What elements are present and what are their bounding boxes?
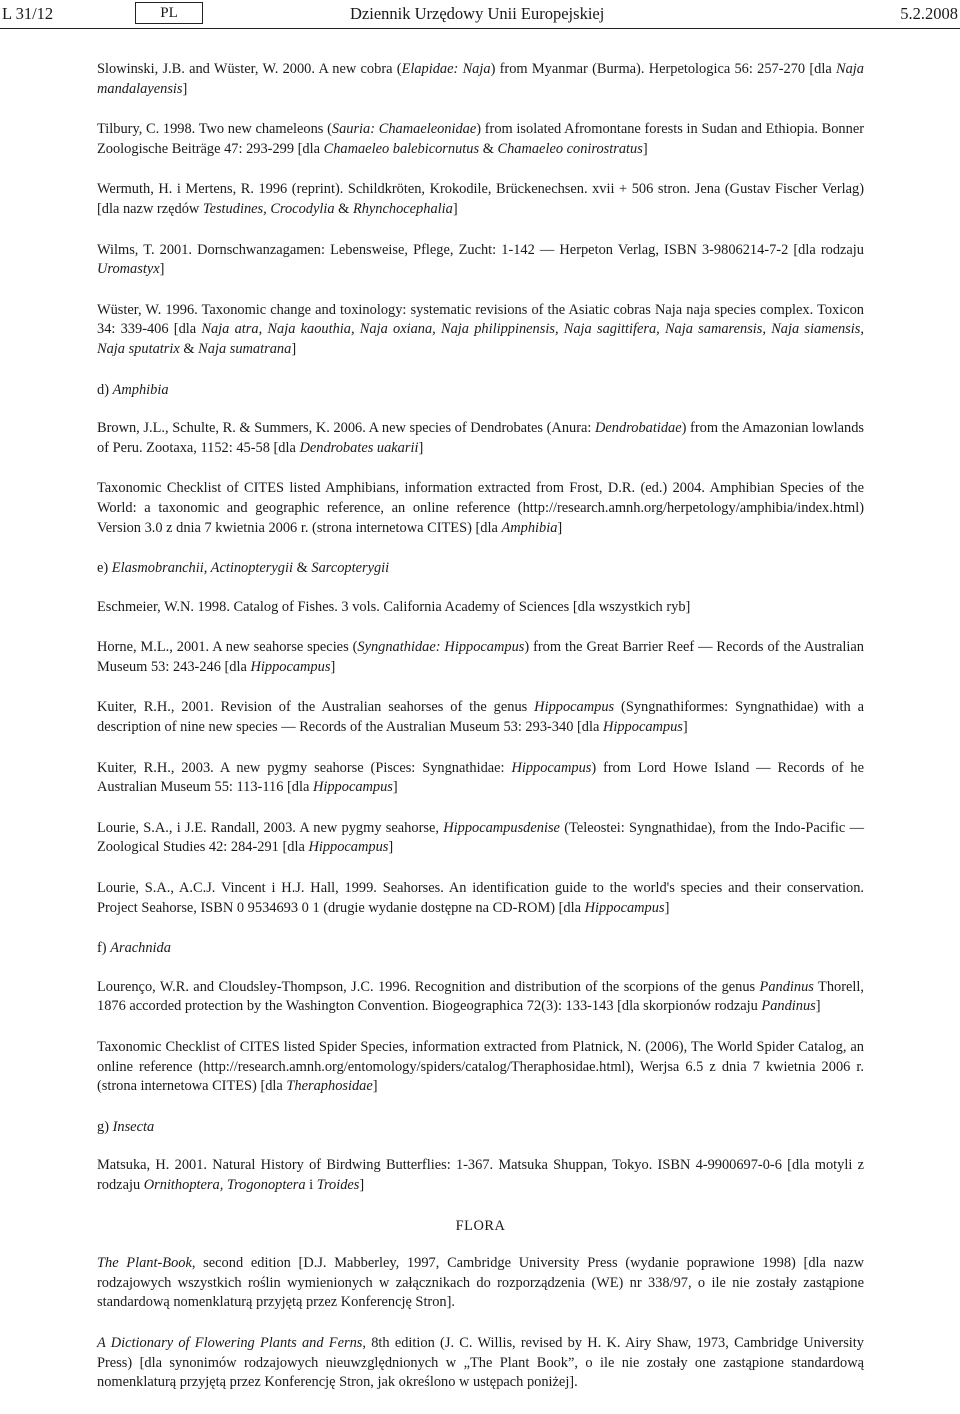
section-heading-amphibia: d) Amphibia: [97, 381, 169, 398]
reference-cites-amphibians: Taxonomic Checklist of CITES listed Amphibians, information extracted from Frost, D.R. (ed.) 2004. Amphibian Species of the World: a taxonomic and geographic reference, an online reference (http://research.amnh.org/herpetology/amphibia/index.html) Version 3.0 z dnia 7 kwietnia 2006 r. (strona internetowa CITES) [dla Amphibia]: [97, 480, 864, 536]
flora-heading: FLORA: [455, 1217, 506, 1234]
header-rule: [0, 28, 960, 29]
reference-eschmeier: Eschmeier, W.N. 1998. Catalog of Fishes. 3 vols. California Academy of Sciences [dla wszystkich ryb]: [97, 598, 691, 615]
reference-lourie-1999: Lourie, S.A., A.C.J. Vincent i H.J. Hall, 1999. Seahorses. An identification guide to the world's species and their conservation. Project Seahorse, ISBN 0 9534693 0 1 (drugie wydanie dostępne na CD-ROM) [dla Hippocampus]: [97, 880, 864, 916]
journal-title: Dziennik Urzędowy Unii Europejskiej: [350, 4, 605, 23]
reference-wermuth: Wermuth, H. i Mertens, R. 1996 (reprint). Schildkröten, Krokodile, Brückenechsen. xvii + 506 stron. Jena (Gustav Fischer Verlag) [dla nazw rzędów Testudines, Crocodylia & Rhynchocephalia]: [97, 181, 864, 217]
reference-brown: Brown, J.L., Schulte, R. & Summers, K. 2006. A new species of Dendrobates (Anura: Dendrobatidae) from the Amazonian lowlands of Peru. Zootaxa, 1152: 45-58 [dla Dendrobates uakarii]: [97, 420, 864, 456]
reference-tilbury: Tilbury, C. 1998. Two new chameleons (Sauria: Chamaeleonidae) from isolated Afromontane forests in Sudan and Ethiopia. Bonner Zoologische Beiträge 47: 293-299 [dla Chamaeleo balebicornutus & Chamaeleo conirostratus]: [97, 121, 864, 157]
section-heading-fishes: e) Elasmobranchii, Actinopterygii & Sarcopterygii: [97, 560, 390, 577]
page-reference: L 31/12: [2, 4, 54, 23]
reference-matsuka: Matsuka, H. 2001. Natural History of Birdwing Butterflies: 1-367. Matsuka Shuppan, Tokyo. ISBN 4-9900697-0-6 [dla motyli z rodzaju Ornithoptera, Trogonoptera i Troides]: [97, 1157, 864, 1193]
section-heading-insecta: g) Insecta: [97, 1118, 155, 1135]
reference-cites-spiders: Taxonomic Checklist of CITES listed Spider Species, information extracted from Platnick, N. (2006), The World Spider Catalog, an online reference (http://research.amnh.org/entomology/spiders/catalog/Theraphosidae.html), Werjsa 6.5 z dnia 7 kwietnia 2006 r. (strona internetowa CITES) [dla Theraphosidae]: [97, 1039, 864, 1095]
reference-kuiter-2003: Kuiter, R.H., 2003. A new pygmy seahorse (Pisces: Syngnathidae: Hippocampus) from Lord Howe Island — Records of he Australian Museum 55: 113-116 [dla Hippocampus]: [97, 759, 864, 796]
reference-wuster: Wüster, W. 1996. Taxonomic change and toxinology: systematic revisions of the Asiatic cobras Naja naja species complex. Toxicon 34: 339-406 [dla Naja atra, Naja kaouthia, Naja oxiana, Naja philippinensis, Naja sagittifera, Naja samarensis, Naja siamensis, Naja sputatrix & Naja sumatrana]: [97, 301, 864, 357]
reference-wilms: Wilms, T. 2001. Dornschwanzagamen: Lebensweise, Pflege, Zucht: 1-142 — Herpeton Verlag, ISBN 3-9806214-7-2 [dla rodzaju Uromastyx]: [97, 241, 864, 278]
reference-plant-book: The Plant-Book, second edition [D.J. Mabberley, 1997, Cambridge University Press (wydanie poprawione 1998) [dla nazw rodzajowych wszystkich roślin wymienionych w załącznikach do rozporządzenia (WE) nr 338/97, o ile nie zostały zastąpione standardową nomenklaturą przyjętą przez Konferencję Stron].: [97, 1255, 864, 1311]
reference-slowinski: Slowinski, J.B. and Wüster, W. 2000. A new cobra (Elapidae: Naja) from Myanmar (Burma). Herpetologica 56: 257-270 [dla Naja mandalayensis]: [97, 61, 865, 97]
section-heading-arachnida: f) Arachnida: [97, 940, 171, 957]
reference-dictionary-flowering-plants: A Dictionary of Flowering Plants and Ferns, 8th edition (J. C. Willis, revised by H. K. Airy Shaw, 1973, Cambridge University Press) [dla synonimów rodzajowych nieuwzględnionych w „The Plant Book”, o ile nie zostały one zastąpione standardową nomenklaturą przyjętą przez Konferencję Stron, jak określono w ustępach poniżej].: [97, 1334, 864, 1391]
language-badge: PL: [135, 2, 203, 24]
reference-lourenco: Lourenço, W.R. and Cloudsley-Thompson, J.C. 1996. Recognition and distribution of the scorpions of the genus Pandinus Thorell, 1876 accorded protection by the Washington Convention. Biogeographica 72(3): 133-143 [dla skorpionów rodzaju Pandinus]: [97, 978, 865, 1015]
reference-kuiter-2001: Kuiter, R.H., 2001. Revision of the Australian seahorses of the genus Hippocampus (Syngnathiformes: Syngnathidae) with a description of nine new species — Records of the Australian Museum 53: 293-340 [dla Hippocampus]: [97, 699, 864, 736]
reference-list: [97, 60, 864, 1414]
reference-lourie-2003: Lourie, S.A., i J.E. Randall, 2003. A new pygmy seahorse, Hippocampusdenise (Teleostei: Syngnathidae), from the Indo-Pacific — Zoological Studies 42: 284-291 [dla Hippocampus]: [97, 819, 864, 856]
reference-horne: Horne, M.L., 2001. A new seahorse species (Syngnathidae: Hippocampus) from the Great Barrier Reef — Records of the Australian Museum 53: 243-246 [dla Hippocampus]: [97, 639, 864, 675]
publication-date: 5.2.2008: [900, 4, 958, 23]
